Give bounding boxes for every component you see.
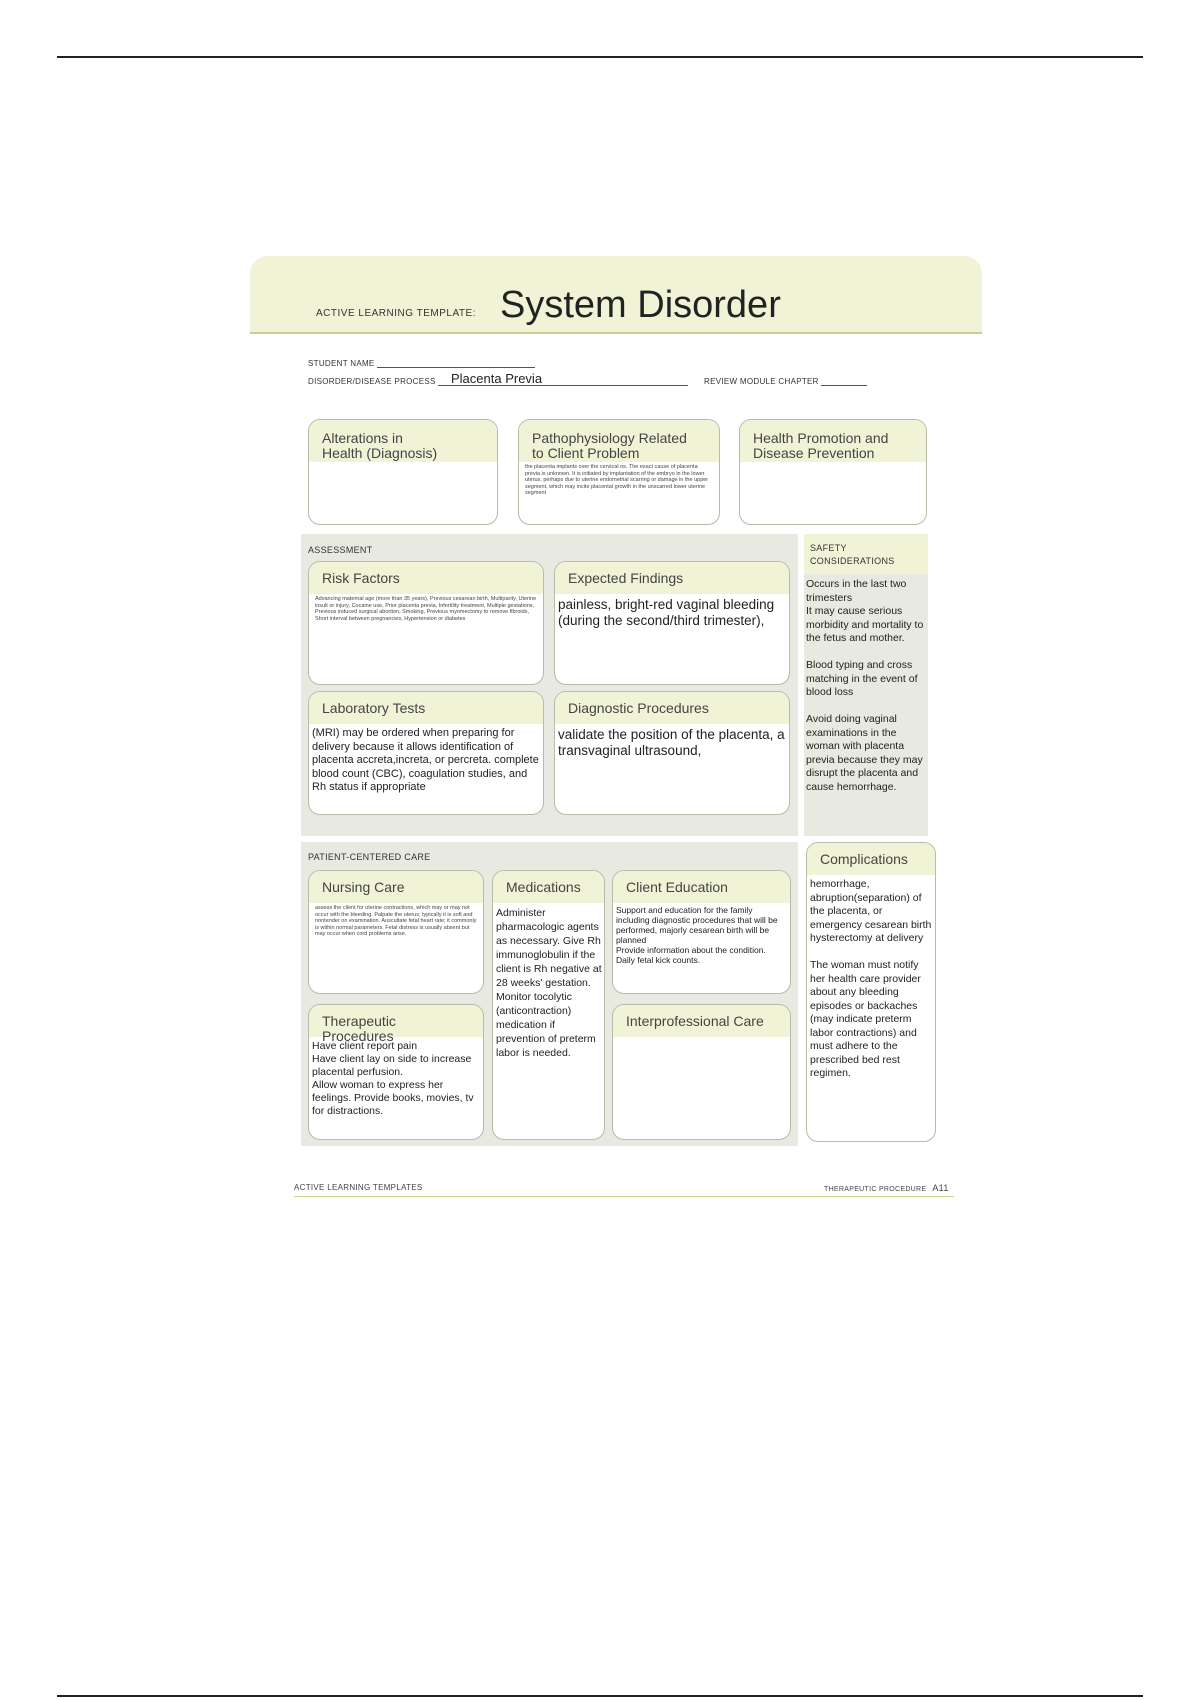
template-title: System Disorder [500, 284, 781, 326]
therapeutic-procedures-body: Have client report pain Have client lay on side to increase placental perfusion. Allow woman to express her feelings. Provide books, movies, tv for distractions. [312, 1040, 474, 1117]
pathophysiology-box [518, 419, 720, 525]
template-header [250, 256, 982, 334]
nursing-care-box [308, 870, 484, 994]
complications-body: hemorrhage, abruption(separation) of the placenta, or emergency cesarean birth hysterectomy at delivery The woman must notify her health care provider about any bleeding episodes or backaches (may indicate preterm labor contractions) and must adhere to the prescribed bed rest regimen. [810, 878, 932, 1079]
footer-page-number: A11 [932, 1183, 949, 1193]
alterations-body [309, 462, 497, 465]
health-promotion-title: Health Promotion and Disease Prevention [740, 420, 926, 462]
risk-factors-body: Advancing maternal age (more than 35 years), Previous cesarean birth, Multiparity, Uterine insult or injury, Cocaine use, Prior placenta previa, Infertility treatment, Multiple gestations, Previous induced surgical abortion, Smoking, Previous myomectomy to remove fibroids, Short interval between pregnancies, Hypertension or diabetes [315, 596, 537, 622]
system-disorder-template [250, 256, 982, 1196]
complications-box [806, 842, 936, 1142]
pathophysiology-title: Pathophysiology Related to Client Problem [519, 420, 719, 462]
medications-title: Medications [493, 871, 604, 903]
template-label: ACTIVE LEARNING TEMPLATE: [316, 308, 476, 319]
footer-section: THERAPEUTIC PROCEDURE [824, 1186, 927, 1193]
disorder-label: DISORDER/DISEASE PROCESS [308, 377, 436, 386]
safety-considerations [804, 534, 928, 836]
footer-rule [294, 1196, 954, 1197]
patient-centered-care-label: PATIENT-CENTERED CARE [308, 852, 431, 862]
laboratory-tests-body: (MRI) may be ordered when preparing for delivery because it allows identification of placenta accreta,increta, or percreta. complete blood count (CBC), coagulation studies, and Rh status if appropriate [312, 727, 539, 793]
review-line [821, 375, 867, 386]
complications-title: Complications [807, 843, 935, 875]
bottom-rule [57, 1695, 1143, 1697]
client-education-title: Client Education [613, 871, 790, 903]
safety-title: SAFETY CONSIDERATIONS [804, 534, 928, 574]
client-education-body: Support and education for the family including diagnostic procedures that will be performed, majorly cesarean birth will be planned Provide information about the condition. Daily fetal kick counts. [616, 905, 778, 965]
interprofessional-care-title: Interprofessional Care [613, 1005, 790, 1037]
diagnostic-procedures-box [554, 691, 790, 815]
client-education-box [612, 870, 791, 994]
footer-right-label [824, 1183, 949, 1193]
safety-body: Occurs in the last two trimesters It may cause serious morbidity and mortality to the fetus and mother. Blood typing and cross matching in the event of blood loss Avoid doing vaginal examinations in the woman with placenta previa because they may disrupt the placenta and cause hemorrhage. [806, 578, 924, 793]
health-promotion-box [739, 419, 927, 525]
student-name-label: STUDENT NAME [308, 359, 375, 368]
medications-body: Administer pharmacologic agents as necessary. Give Rh immunoglobulin if the client is Rh negative at 28 weeks' gestation. Monitor tocolytic (anticontraction) medication if prevention of preterm labor is needed. [496, 907, 602, 1059]
student-name-line [377, 357, 535, 368]
interprofessional-care-body [613, 1037, 790, 1040]
review-label: REVIEW MODULE CHAPTER [704, 377, 819, 386]
risk-factors-title: Risk Factors [309, 562, 543, 594]
nursing-care-title: Nursing Care [309, 871, 483, 903]
footer-left-label: ACTIVE LEARNING TEMPLATES [294, 1183, 423, 1192]
health-promotion-body [740, 462, 926, 465]
assessment-label: ASSESSMENT [308, 545, 373, 555]
disorder-value: Placenta Previa [451, 371, 543, 386]
expected-findings-box [554, 561, 790, 685]
laboratory-tests-title: Laboratory Tests [309, 692, 543, 724]
nursing-care-body: assess the client for uterine contractions, which may or may not occur with the bleeding. Palpate the uterus; typically it is soft and nontender on examination. Auscultate fetal heart rate; it commonly is within normal parameters. Fetal distress is usually absent but may occur when cord problems arise. [315, 905, 477, 938]
therapeutic-procedures-box [308, 1004, 484, 1140]
diagnostic-procedures-body: validate the position of the placenta, a transvaginal ultrasound, [558, 727, 785, 758]
medications-box [492, 870, 605, 1140]
diagnostic-procedures-title: Diagnostic Procedures [555, 692, 789, 724]
alterations-box [308, 419, 498, 525]
risk-factors-box [308, 561, 544, 685]
therapeutic-procedures-title: Therapeutic Procedures [309, 1005, 483, 1037]
alterations-title: Alterations in Health (Diagnosis) [309, 420, 497, 462]
student-name-field [308, 357, 535, 368]
top-rule [57, 56, 1143, 58]
expected-findings-body: painless, bright-red vaginal bleeding (during the second/third trimester), [558, 597, 775, 628]
pathophysiology-body: the placenta implants over the cervical os. The exact cause of placenta previa is unknown. It is initiated by implantation of the embryo in the lower uterus, perhaps due to uterine endometrial scarring or damage in the upper segment, which may incite placental growth in the unscarred lower uterine segment [525, 464, 709, 497]
laboratory-tests-box [308, 691, 544, 815]
interprofessional-care-box [612, 1004, 791, 1140]
disorder-field [308, 371, 688, 386]
review-field [704, 375, 867, 386]
expected-findings-title: Expected Findings [555, 562, 789, 594]
